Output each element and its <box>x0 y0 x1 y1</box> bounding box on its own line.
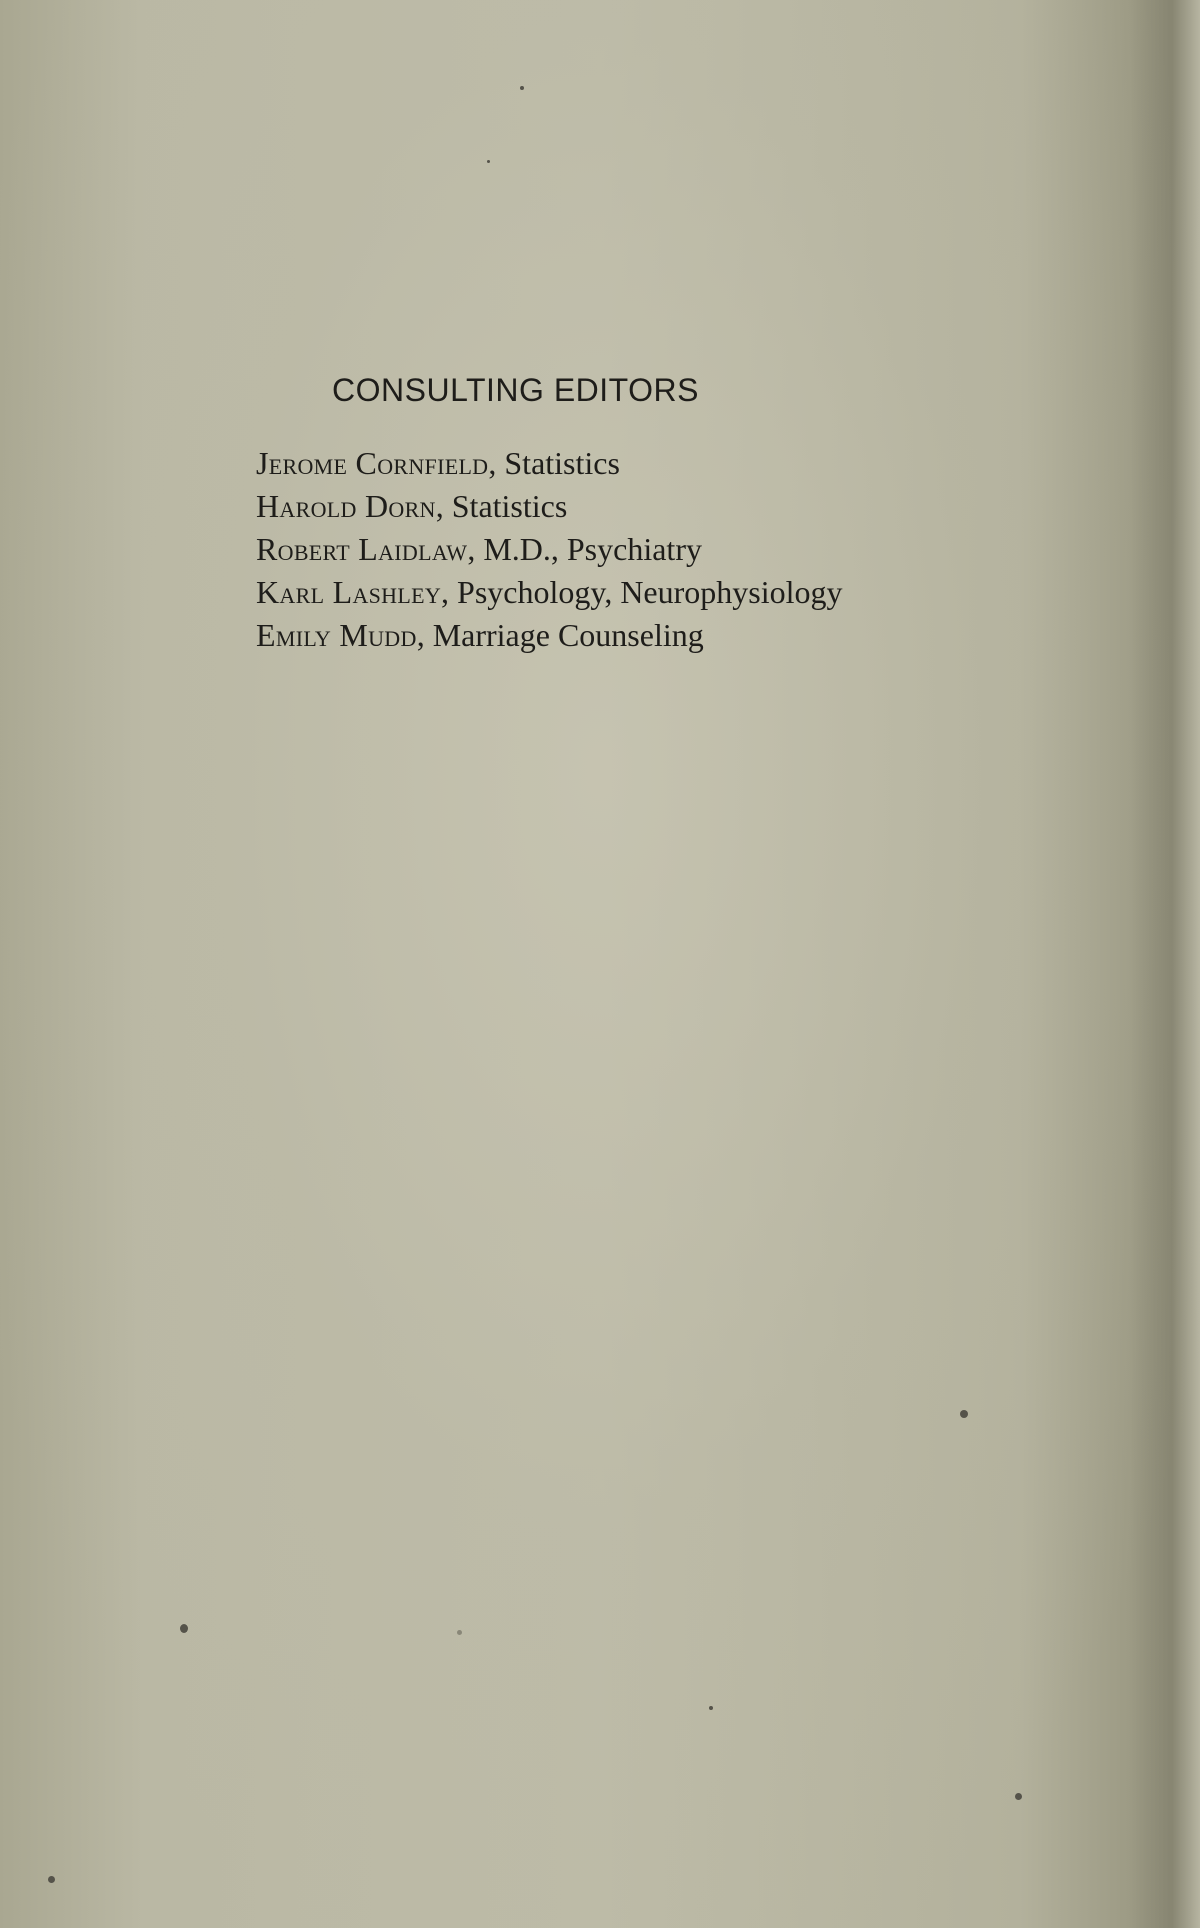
paper-speck <box>48 1876 55 1883</box>
paper-speck <box>180 1624 188 1633</box>
separator: , <box>467 531 484 567</box>
paper-speck <box>457 1630 462 1635</box>
separator: , <box>488 445 505 481</box>
paper-speck <box>960 1410 968 1418</box>
editor-entry <box>256 442 843 485</box>
editor-name: Karl Lashley <box>256 574 442 610</box>
editor-name: Harold Dorn <box>256 488 436 524</box>
editor-list <box>256 442 843 657</box>
editor-field: Statistics <box>504 445 620 481</box>
separator: , <box>441 574 458 610</box>
editor-entry <box>256 614 843 657</box>
separator: , <box>435 488 452 524</box>
page-title: CONSULTING EDITORS <box>332 372 699 408</box>
editor-name: Robert Laidlaw <box>256 531 468 567</box>
editor-name: Emily Mudd <box>256 617 417 653</box>
paper-speck <box>709 1706 713 1710</box>
paper-speck <box>487 160 490 163</box>
editor-field: Marriage Counseling <box>432 617 704 653</box>
editor-entry <box>256 528 843 571</box>
paper-speck <box>1015 1793 1022 1800</box>
editor-entry <box>256 485 843 528</box>
editor-name: Jerome Cornfield <box>256 445 489 481</box>
separator: , <box>416 617 433 653</box>
paper-speck <box>520 86 524 90</box>
page-edge-shadow <box>1130 0 1200 1928</box>
editor-field: Psychology, Neurophysiology <box>457 574 843 610</box>
editor-entry <box>256 571 843 614</box>
editor-field: Statistics <box>451 488 568 524</box>
editor-field: M.D., Psychiatry <box>483 531 702 567</box>
